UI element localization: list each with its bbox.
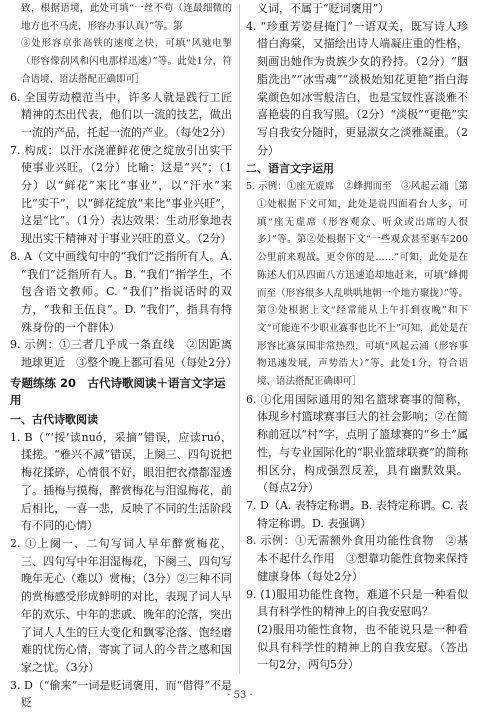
answer-8-b: 8. 示例：①无需额外食用功能性食物 ②基本不起什么作用 ③想靠功能性食物来保持健康身体（每处2分） — [246, 534, 468, 583]
answer-5: 5. 示例：①座无虚席 ②蜂拥而至 ③风起云涌［第①处根据下文可知，此处是说四面看台人多，可填“座无虚席（形容观众、听众或出席的人很多）”等。第②处根据下文“一些观众甚至驱车200公里前来观战。更令你的是……”可知，此处是在陈述人们从四面八方迅速追却地赶来，可填“蜂拥而至（形容很多人乱哄哄地朝一个地方聚拢）”等。第③处根据上文“经常能从上午打到夜晚”和下文“可能连不少职业赛事也比不上”可知，此处是在形容比赛氛围非常热烈，可填“风起云涌（形容事物迅速发展，声势浩大）”等。此处1分，符合语境、语法搭配正确即可］ — [246, 181, 468, 388]
subsection-heading-language: 二、语言文字运用 — [246, 162, 334, 176]
answer-9: 9. 示例：①三者几乎成一条直线 ②因距离地球更近 ③整个晚上都可看见（每处2分） — [10, 338, 237, 370]
answer-8: 8. A（文中画线句中的“我们”泛指所有人。A. “我们”泛指所有人。B. “我们”指学生，不包含语文教师。C. “我们”指说话时的双方，“我和王伍良”。D. “我们”，指具有特殊身份的一个群体） — [10, 249, 232, 334]
answer-9-b-part2: (2)服用功能性食物，也不能说只是一种看似具有科学性的精神上的自我安慰。（答出一句2分，两句5分） — [257, 622, 468, 672]
answer-page — [10, 0, 470, 711]
answer-3-continuation: 义词，不属于“贬词褒用”） — [257, 2, 390, 15]
subsection-heading-poetry: 一、古代诗歌阅读 — [10, 412, 98, 426]
right-column — [246, 0, 468, 674]
answer-9-b-part1: 9. (1)服用功能性食物，难道不只是一种看似具有科学性的精神上的自我安慰吗？ — [246, 587, 468, 619]
answer-2: 2. ①上阕一、二句写词人早年醉赏梅花，三、四句写中年泪湿梅花，下阕三、四句写晚年无心（难以）赏梅；（3分）②三种不同的赏梅感受形成鲜明的对比，表现了词人早年的欢乐、中年的悲戚、晚年的沦落，突出了词人人生的巨大变化和飘零沦落、饱经磨难的忧伤心情，寄寓了词人的今昔之感和国家之忧。（3分） — [10, 536, 232, 674]
page-number: · 53 · — [227, 690, 253, 701]
left-column — [10, 0, 237, 712]
column-divider — [239, 4, 240, 674]
answer-7: 7. 构成：以汗水浇灌鲜花使之绽放引出实干使事业兴旺。（2分）比喻：这是“兴”；（1分）以“鲜花”来比“事业”，以“汗水”来比“实干”，以“鲜花绽放”来比“事业兴旺”，这是“比”。（1分）表达效果：生动形象地表现出实干精神对于事业兴旺的意义。（2分） — [10, 143, 232, 246]
answer-continuation-2: ③处形容京张高铁的速度之快，可填“风驰电掣（形容像刮风和闪电那样迅速）”等。此处1分，符合语境、语法搭配正确即可］ — [21, 38, 232, 85]
answer-4: 4. “珍重芳姿昼掩门”一语双关，既写诗人珍惜白海棠，又描绘出诗人端凝庄重的性格，刻画出她作为贵族少女的矜持。（2分）“胭脂洗出”“冰雪魂”“淡极始知花更艳”指白海棠颜色如冰雪般洁白，也是宝钗性喜淡雅不喜艳装的自我写照。（2分）“淡极”“更艳”实写自我安分随时，更显淑女之淡雅凝重。（2分） — [246, 19, 468, 157]
answer-continuation: 致，根据语境，此处可填“一丝不苟（连最细微的地方也不马虎，形容办事认真）”等。第 — [21, 3, 232, 32]
section-title: 专题练练 20 古代诗歌阅读＋语言文字运用 — [10, 375, 226, 407]
answer-6-b: 6. ①化用国际通用的知名篮球赛事的简称，体现乡村篮球赛事巨大的社会影响；②在简称前冠以“村”字，点明了篮球赛的“乡土”属性，与专业国际化的“职业篮球联赛”的简称相区分，构成强烈反差，具有幽默效果。（每点2分） — [246, 392, 468, 495]
answer-1: 1. B（“‘挼’读nuó，采摘”错误，应读ruó，揉搓。“雅兴不减”错误，上阕三、四句说把梅花揉碎，心情很不好，眼泪把衣襟都湿透了。插梅与摸梅，醉赏梅花与泪湿梅花，前后相比，一喜一悲，反映了不同的生活阶段有不同的心情） — [10, 430, 232, 533]
answer-7-b: 7. D（A. 表特定称谓。B. 表特定称谓。C. 表特定称谓。D. 表强调） — [246, 498, 468, 530]
answer-6: 6. 全国劳动模范当中，许多人就是践行工匠精神的杰出代表，他们以一流的技艺，做出一流的产品，托起一流的产业。（每处2分） — [10, 90, 232, 139]
answer-3: 3. D（“偷来”一词是贬词褒用，而“借得”不是贬 — [10, 678, 232, 710]
